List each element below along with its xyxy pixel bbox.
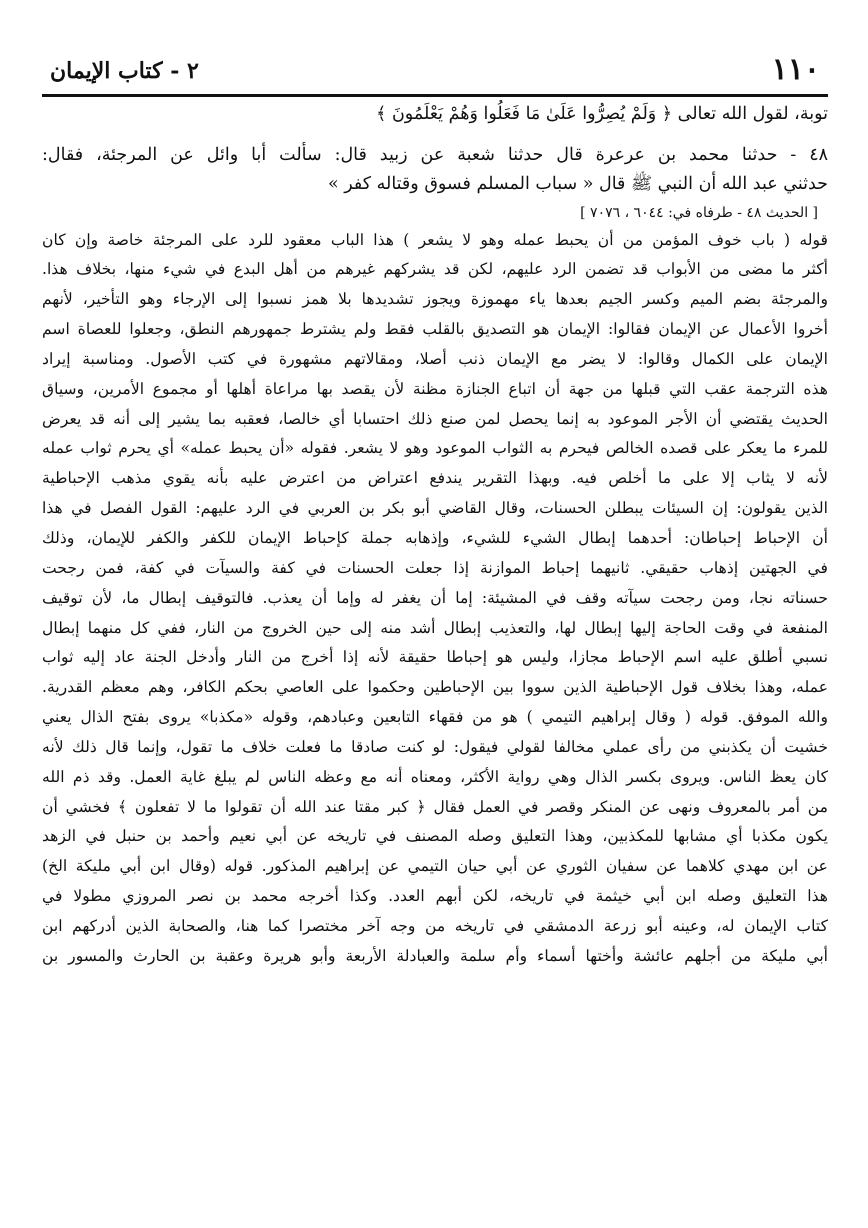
commentary-line: كتاب الإيمان له، وعينه أبو زرعة الدمشقي في تاريخه من وجه آخر مختصرا كما هنا، والصحابة الذين أدركهم ابن [42, 916, 828, 935]
commentary-line: المنفعة في وقت الحاجة إليها إبطال لها، والتعذيب إبطال أشد منه إلى حين الخروج من النار، ففي كل منهما إبطال [42, 618, 828, 637]
commentary-line: هذا التعليق وصله ابن أبي خيثمة في تاريخه، لكن أبهم العدد. وكذا أخرجه محمد بن نصر المروزي مطولا في [42, 887, 828, 906]
reference-text: [ الحديث ٤٨ - طرفاه في: ٦٠٤٤ ، ٧٠٧٦ ] [580, 204, 818, 221]
commentary-line: نسبي أطلق عليه اسم الإحباط مجازا، وليس هو إحباطا حقيقة لأنه إذا أخرج من النار وأدخل الجنة عاد إليه ثواب [42, 648, 828, 667]
commentary-line: خشيت أن يكذبني من رأى عملي مخالفا لقولي فيقول: لو كنت صادقا ما فعلت خلاف ما تقول، وإنما قال ذلك لأنه [42, 737, 828, 756]
commentary-line: قوله ( باب خوف المؤمن من أن يحبط عمله وهو لا يشعر ) هذا الباب معقود للرد على المرجئة خاصة وإن كان [42, 230, 828, 249]
commentary-line: والله الموفق. قوله ( وقال إبراهيم التيمي ) هو من فقهاء التابعين وعبادهم، وقوله «مكذبا» يروى بفتح الذال يعني [42, 708, 828, 727]
commentary [42, 226, 828, 972]
header-rule [42, 94, 828, 97]
commentary-line: لأنه لا يثاب إلا على ما أخلص فيه. وبهذا التقرير يندفع اعتراض من اعترض عليه بأنه يقوي مذهب الإحباطية [42, 469, 828, 488]
commentary-line: الذين يقولون: إن السيئات يبطلن الحسنات، وقال القاضي أبو بكر بن العربي في الرد عليهم: القول الفصل في هذا [42, 499, 828, 518]
commentary-line: من أمر بالمعروف ونهى عن المنكر وقصر في العمل فقال ﴿ كبر مقتا عند الله أن تقولوا ما لا تفعلون ﴾ فخشي أن [42, 797, 828, 816]
running-title: ٢ - كتاب الإيمان [50, 58, 199, 84]
commentary-line: كان يعظ الناس. ويروى بكسر الذال وهي رواية الأكثر، ومعناه أنه مع وعظه الناس لم يبلغ غاية العمل. وقد ذم الله [42, 767, 828, 786]
commentary-line: والمرجئة بضم الميم وكسر الجيم بعدها ياء مهموزة ويجوز تشديدها بلا همز نسبوا إلى الإرجاء وهو التأخير، لأنهم [42, 290, 828, 309]
quran-verse-line: توبة، لقول الله تعالى ﴿ وَلَمْ يُصِرُّوا عَلَىٰ مَا فَعَلُوا وَهُمْ يَعْلَمُونَ ﴾ [376, 104, 828, 124]
commentary-line: عمله، وهذا بخلاف قول الإحباطية الذين سووا بين الإحباطين وحكموا على العاصي بحكم الكافر، وهم معظم القدرية. [42, 678, 828, 697]
hadith-reference [42, 200, 828, 226]
commentary-line: للمرء ما يعكر على قصده الخالص فيحرم به الثواب الموعود وهو لا يشعر. فقوله «أن يحبط عمله» أي يحرم ثواب عمله [42, 439, 828, 458]
commentary-line: الإيمان على الكمال وقالوا: لا يضر مع الإيمان ذنب أصلا، ومقالاتهم مشهورة في كتب الأصول. ومناسبة إيراد [42, 349, 828, 368]
commentary-line: حسناته نجا، ومن رجحت سيآته وقف في المشيئة: إما أن يغفر له وإما أن يعذب. فالتوقيف إبطال ما، لأن توقيف [42, 588, 828, 607]
hadith-text [42, 100, 828, 226]
commentary-line: أبي مليكة من أجلهم عائشة وأختها أسماء وأم سلمة والعبادلة الأربعة وأبو هريرة وعقبة بن الحارث والمسور بن [42, 946, 828, 965]
commentary-line: أخروا الأعمال عن الإيمان فقالوا: الإيمان هو التصديق بالقلب فقط ولم يشترط جمهورهم النطق، وجعلوا للعصاة اسم [42, 320, 828, 339]
commentary-line: الحديث يقتضي أن الأجر الموعود به إنما يحصل لمن صنع ذلك احتسابا أي خالصا، فعقبه بما يشير إلى أنه قد يعرض [42, 409, 828, 428]
commentary-line: هذه الترجمة عقب التي قبلها من جهة أن اتباع الجنازة مظنة لأن يقصد بها مراعاة أهلها أو مجموع الأمرين، وسياق [42, 379, 828, 398]
commentary-line: يكون مكذبا أي مشابها للمكذبين، وهذا التعليق وصله المصنف في تاريخه عن أبي نعيم وأحمد بن حنبل في الزهد [42, 827, 828, 846]
commentary-line: أكثر ما مضى من الأبواب قد تضمن الرد عليهم، لكن قد يشركهم غيرهم من أهل البدع في شيء منها، بخلاف هذا. [42, 260, 828, 279]
commentary-line: أن الإحباط إحباطان: أحدهما إبطال الشيء للشيء، وإذهابه جملة كإحباط الإيمان للكفر والكفر للإيمان، وذلك [42, 529, 828, 547]
page-header [42, 52, 828, 92]
commentary-line: عن ابن مهدي كلاهما عن سفيان الثوري عن أبي حيان التيمي عن إبراهيم المذكور. قوله (وقال ابن أبي مليكة الخ) [42, 857, 828, 876]
page-body [42, 100, 828, 972]
spacer [42, 129, 828, 141]
commentary-line: في الجهتين إذهاب حقيقي. ثانيهما إحباط الموازنة إذا جعلت الحسنات في كفة والسيآت في كفة، فمن رجحت [42, 558, 828, 577]
hadith-line: حدثني عبد الله أن النبي ﷺ قال « سباب المسلم فسوق وقتاله كفر » [327, 174, 828, 195]
page-number: ١١٠ [771, 52, 820, 87]
hadith-line: ٤٨ - حدثنا محمد بن عرعرة قال حدثنا شعبة عن زبيد قال: سألت أبا وائل عن المرجئة، فقال: [42, 145, 828, 166]
